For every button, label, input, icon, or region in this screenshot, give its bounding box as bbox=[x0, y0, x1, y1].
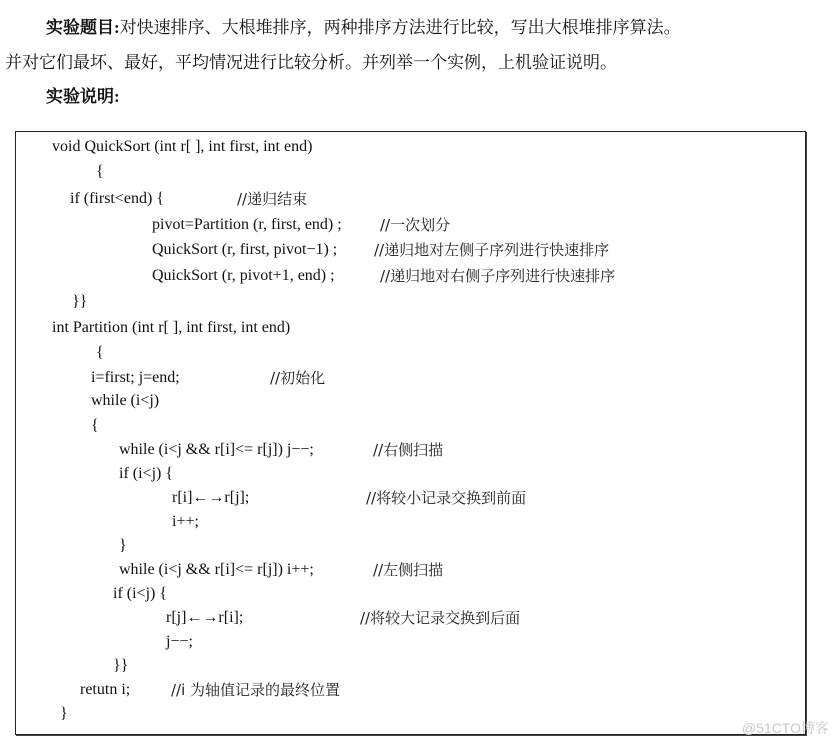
code-line: pivot=Partition (r, first, end) ; bbox=[152, 216, 342, 233]
code-line: r[i]←→r[j]; bbox=[172, 489, 250, 506]
code-line: int Partition (int r[ ], int first, int end) bbox=[52, 319, 291, 336]
code-line: { bbox=[96, 344, 104, 361]
code-comment: //将较小记录交换到前面 bbox=[366, 489, 527, 507]
experiment-explanation-label: 实验说明: bbox=[46, 87, 120, 106]
code-comment: //左侧扫描 bbox=[373, 561, 444, 579]
code-comment: //递归地对左侧子序列进行快速排序 bbox=[374, 241, 610, 259]
code-comment: //右侧扫描 bbox=[373, 441, 444, 459]
code-line: QuickSort (r, pivot+1, end) ; bbox=[152, 267, 335, 284]
code-comment: //i 为轴值记录的最终位置 bbox=[171, 681, 341, 699]
code-line: } bbox=[60, 705, 68, 722]
code-listing-box bbox=[15, 131, 806, 735]
code-line: while (i<j && r[i]<= r[j]) j−−; bbox=[119, 441, 314, 458]
code-line: while (i<j && r[i]<= r[j]) i++; bbox=[119, 561, 314, 578]
code-line: QuickSort (r, first, pivot−1) ; bbox=[152, 241, 338, 258]
code-line: { bbox=[96, 163, 104, 180]
code-line: if (first<end) { bbox=[70, 190, 165, 207]
code-line: { bbox=[91, 417, 99, 434]
experiment-title-continued: 并对它们最坏、最好，平均情况进行比较分析。并列举一个实例，上机验证说明。 bbox=[5, 53, 617, 72]
code-line: void QuickSort (int r[ ], int first, int end) bbox=[52, 138, 313, 155]
code-line: if (i<j) { bbox=[113, 585, 168, 602]
code-comment: //初始化 bbox=[270, 369, 326, 387]
code-line: retutn i; bbox=[80, 681, 131, 698]
code-line: }} bbox=[72, 293, 88, 310]
experiment-title-text: 对快速排序、大根堆排序，两种排序方法进行比较，写出大根堆排序算法。 bbox=[119, 18, 681, 37]
code-line: j−−; bbox=[166, 633, 193, 650]
code-line: } bbox=[119, 537, 127, 554]
code-line: }} bbox=[113, 657, 129, 674]
watermark: @51CTO博客 bbox=[741, 720, 829, 736]
code-comment: //递归结束 bbox=[237, 190, 308, 208]
code-line: r[j]←→r[i]; bbox=[166, 609, 244, 626]
code-line: i=first; j=end; bbox=[91, 369, 180, 386]
code-comment: //一次划分 bbox=[380, 216, 451, 234]
experiment-title-label: 实验题目: bbox=[46, 18, 120, 37]
code-comment: //将较大记录交换到后面 bbox=[360, 609, 521, 627]
code-line: while (i<j) bbox=[91, 392, 160, 409]
code-line: i++; bbox=[172, 513, 199, 530]
code-line: if (i<j) { bbox=[119, 465, 174, 482]
experiment-title-paragraph bbox=[46, 18, 681, 38]
code-comment: //递归地对右侧子序列进行快速排序 bbox=[380, 267, 616, 285]
